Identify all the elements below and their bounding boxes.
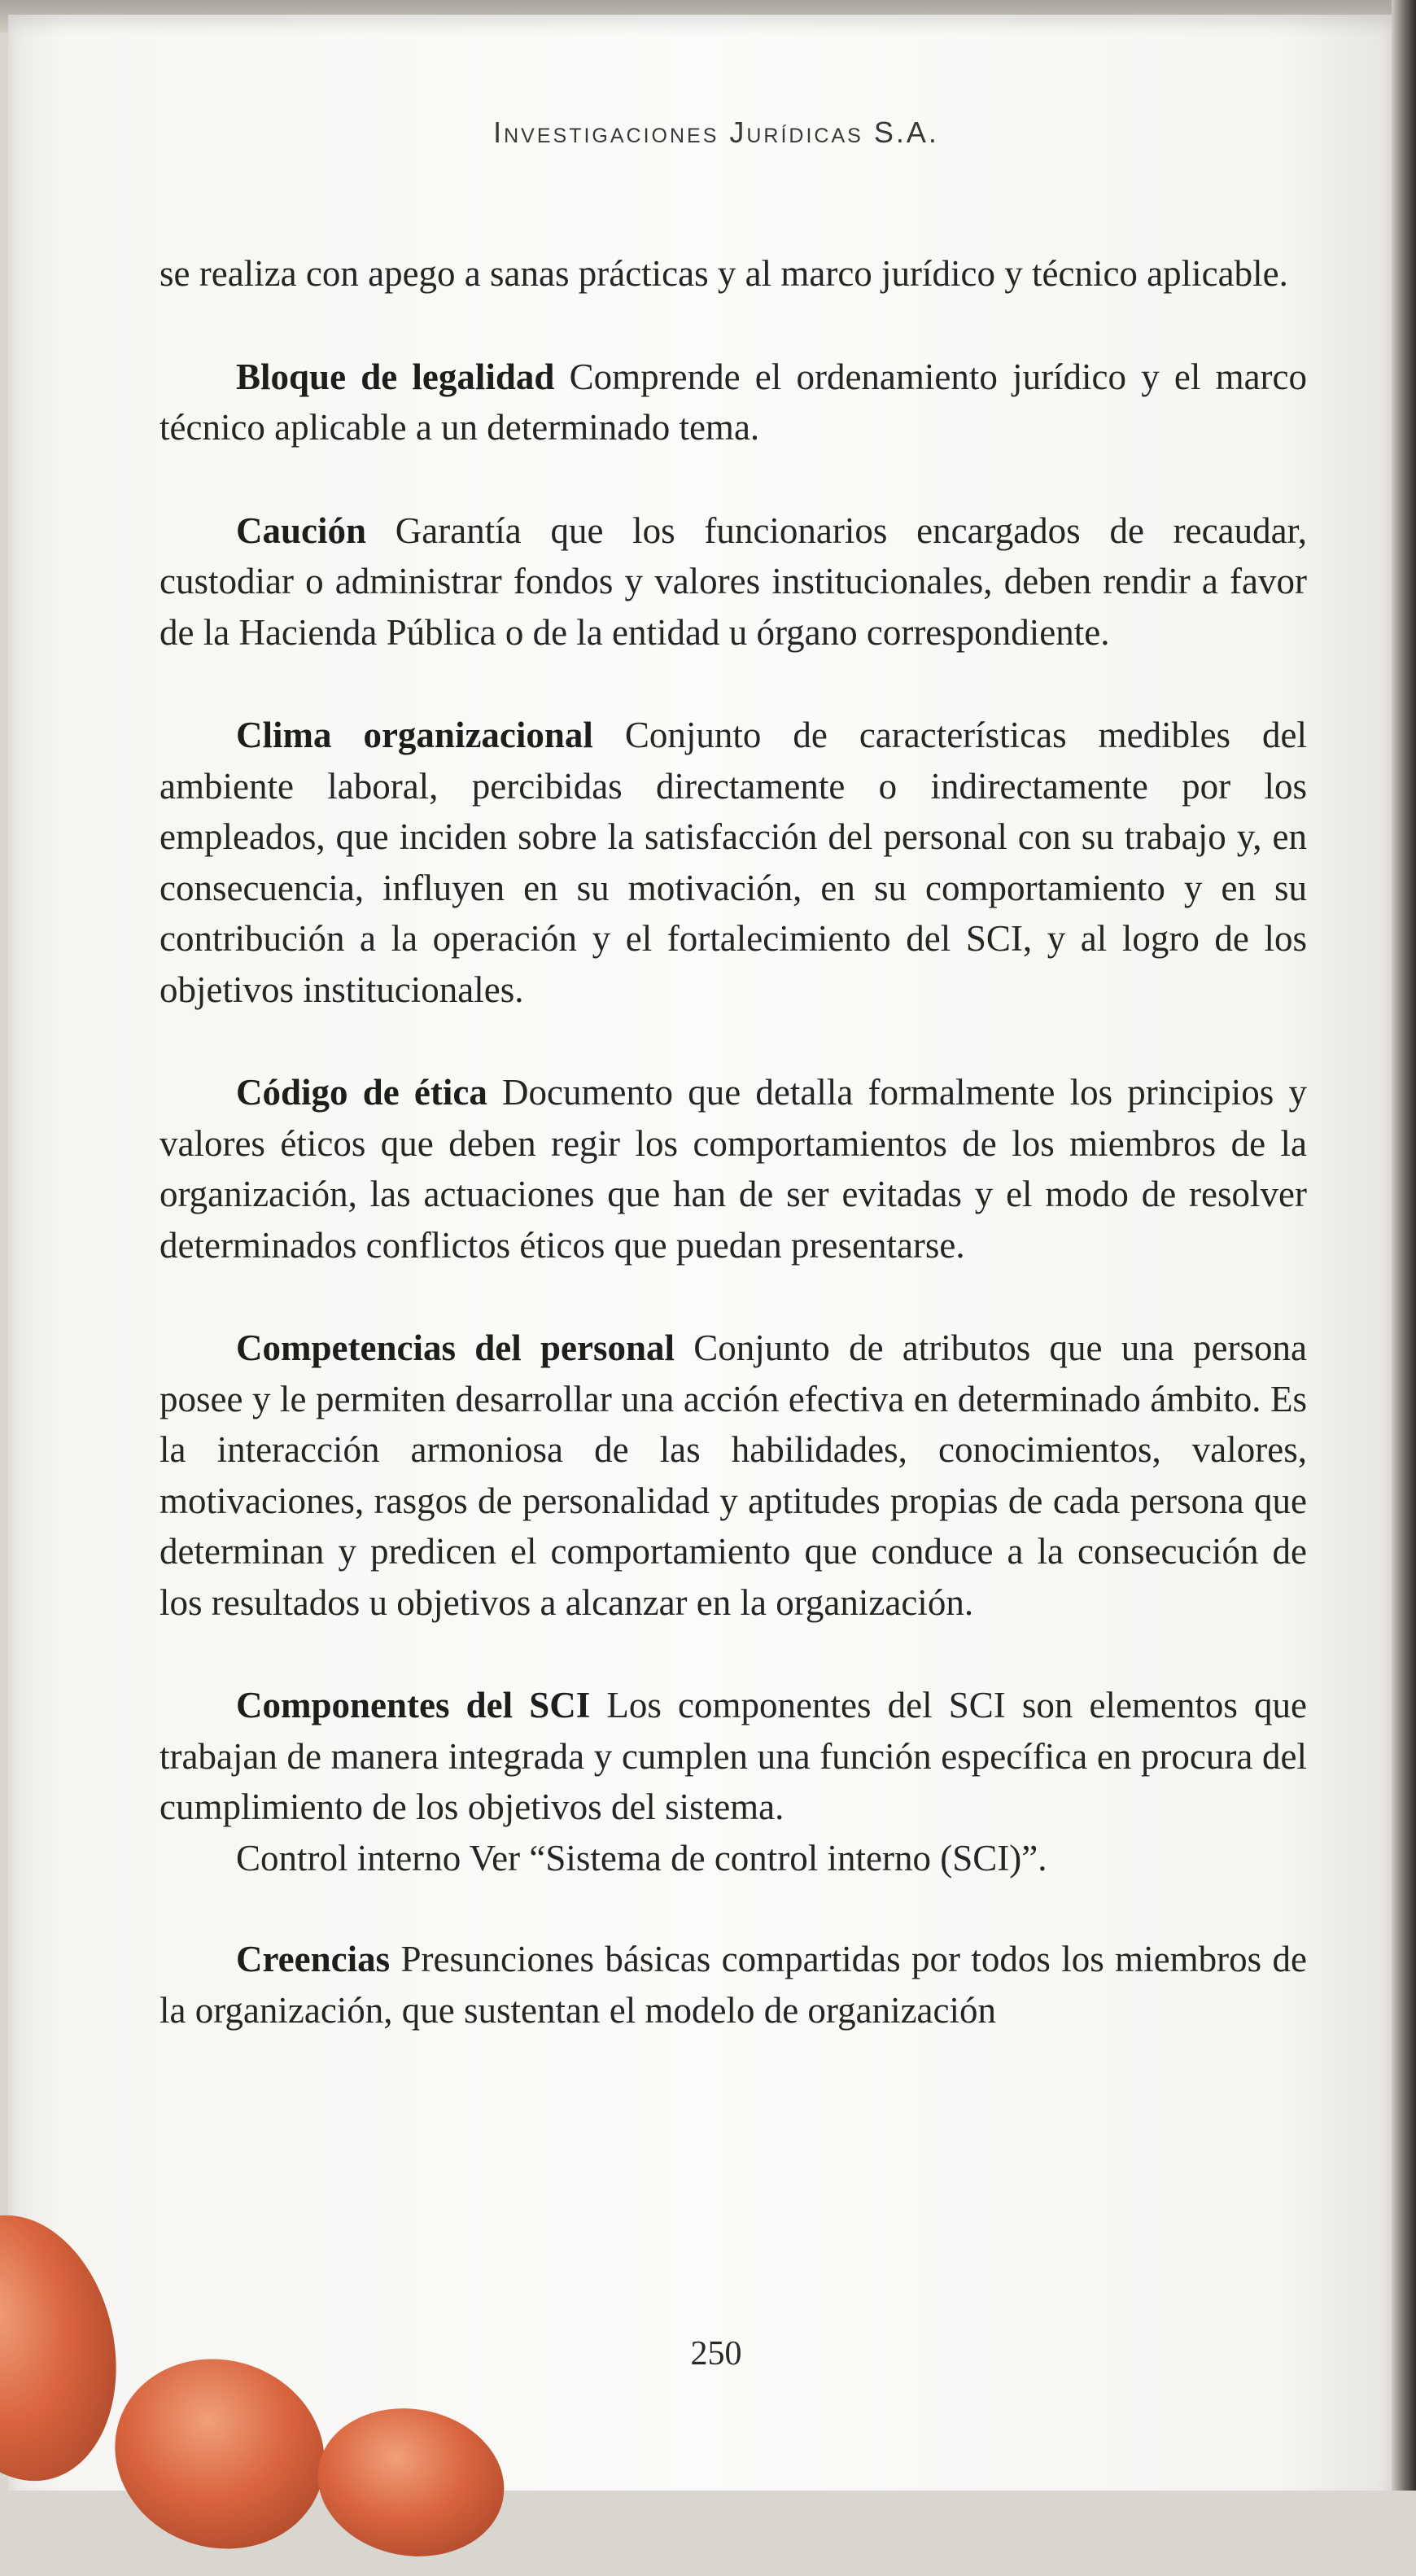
glossary-definition: Conjunto de atributos que una persona posee y le permiten desarrollar una acción efectiva en determinado ámbito. Es la interacción armoniosa de las habilidades, conocimientos, valores, motivaciones, rasgos de personalidad y aptitudes propias de cada persona que determinan y predicen el comportamiento que conduce a la consecución de los resultados u objetivos a alcanzar en la organización. — [160, 1327, 1307, 1623]
see-also-reference: Control interno Ver “Sistema de control interno (SCI)”. — [236, 1837, 1047, 1878]
book-spine-edge — [1392, 0, 1416, 2491]
glossary-body — [160, 248, 1307, 2088]
glossary-term: Caución — [236, 510, 367, 551]
glossary-definition: Conjunto de características medibles del ambiente laboral, percibidas directamente o indirectamente por los empleados, que inciden sobre la satisfacción del personal con su trabajo y, en consecuencia, influyen en su motivación, en su comportamiento y en su contribución a la operación y el fortalecimiento del SCI, y al logro de los objetivos institucionales. — [160, 715, 1307, 1010]
glossary-entry — [160, 1067, 1307, 1271]
glossary-entry — [160, 505, 1307, 658]
intro-paragraph: se realiza con apego a sanas prácticas y al marco jurídico y técnico aplicable. — [160, 253, 1288, 294]
glossary-term: Componentes del SCI — [236, 1685, 591, 1725]
glossary-term: Competencias del personal — [236, 1327, 675, 1368]
glossary-term: Código de ética — [236, 1072, 487, 1113]
running-header: Investigaciones Jurídicas S.A. — [493, 116, 939, 149]
glossary-entry — [160, 1934, 1307, 2036]
glossary-entry — [160, 1680, 1307, 1833]
glossary-definition: Garantía que los funcionarios encargados de recaudar, custodiar o administrar fondos y valores institucionales, deben rendir a favor de la Hacienda Pública o de la entidad u órgano correspondiente. — [160, 510, 1307, 653]
glossary-entry — [160, 352, 1307, 453]
page-number: 250 — [690, 2335, 742, 2373]
glossary-entry — [160, 710, 1307, 1015]
glossary-definition: Presunciones básicas compartidas por todos los miembros de la organización, que sustentan el modelo de organización — [160, 1939, 1307, 2031]
glossary-definition: Comprende el ordenamiento jurídico y el marco técnico aplicable a un determinado tema. — [160, 356, 1308, 448]
glossary-definition: Los componentes del SCI son elementos que trabajan de manera integrada y cumplen una función específica en procura del cumplimiento de los objetivos del sistema. — [160, 1685, 1307, 1827]
glossary-term: Creencias — [236, 1939, 391, 1979]
glossary-term: Bloque de legalidad — [236, 356, 555, 397]
glossary-entry — [160, 1323, 1307, 1628]
glossary-definition: Documento que detalla formalmente los principios y valores éticos que deben regir los comportamientos de los miembros de la organización, las actuaciones que han de ser evitadas y el modo de resolver determinados conflictos éticos que puedan presentarse. — [160, 1072, 1307, 1266]
glossary-term: Clima organizacional — [236, 715, 593, 755]
